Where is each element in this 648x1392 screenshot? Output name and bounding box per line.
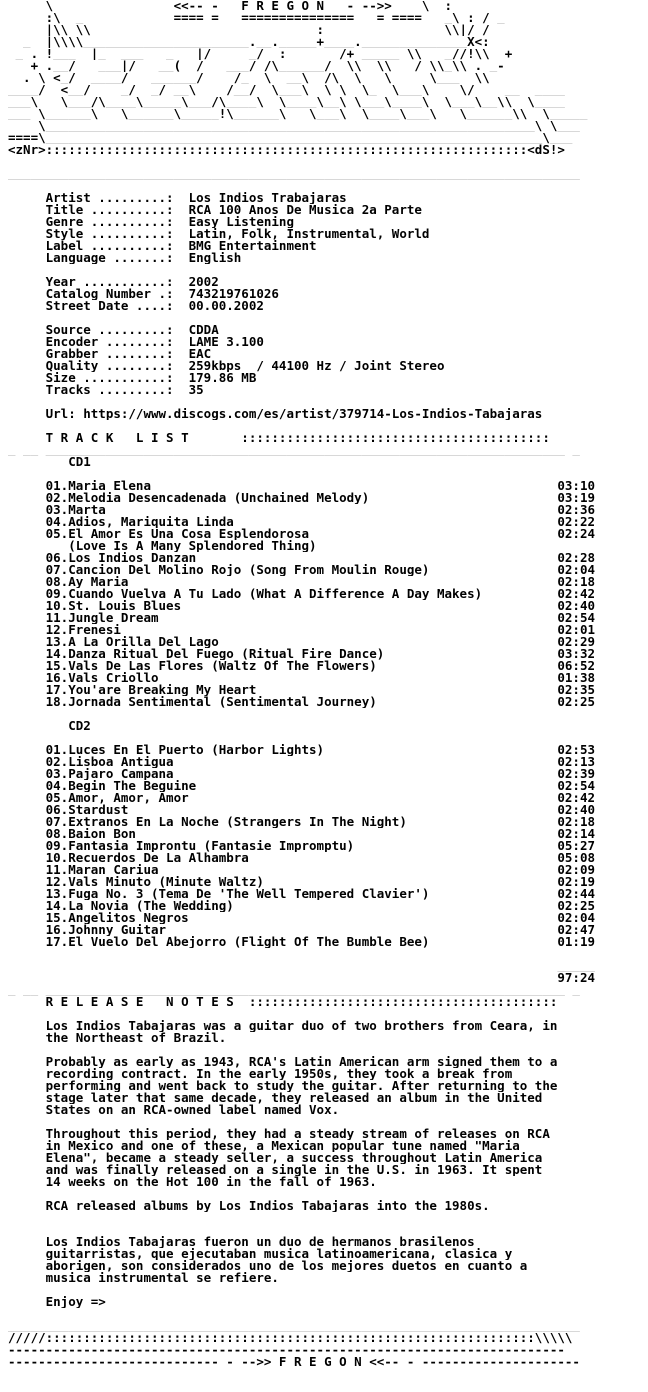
nfo-line: 15.Angelitos Negros 02:04 [8, 912, 595, 924]
nfo-line: _ __ _____________________________________________________________________ _ [8, 444, 580, 456]
nfo-line: Style ..........: Latin, Folk, Instrumental, World [8, 228, 430, 240]
nfo-line: and was finally released on a single in the U.S. in 1963. It spent [8, 1164, 543, 1176]
nfo-line: 13.A La Orilla Del Lago 02:29 [8, 636, 595, 648]
nfo-line: States on an RCA-owned label named Vox. [8, 1104, 340, 1116]
nfo-line: 18.Jornada Sentimental (Sentimental Journey) 02:25 [8, 696, 595, 708]
nfo-line: Street Date ....: 00.00.2002 [8, 300, 264, 312]
nfo-line: \ <<-- - F R E G O N - -->> \ : [8, 0, 453, 12]
nfo-line: 03.Pajaro Campana 02:39 [8, 768, 595, 780]
nfo-line: <zNr>::::::::::::::::::::::::::::::::::::::::::::::::::::::::::::::::<dS!> [8, 144, 565, 156]
nfo-line: _ . !___ |_ ___ _ |/ _/ : /+ _____ \\ _//!\\ + [8, 48, 513, 60]
nfo-line: Url: https://www.discogs.com/es/artist/379714-Los-Indios-Tabajaras [8, 408, 543, 420]
nfo-line: Elena", became a steady seller, a success throughout Latin America [8, 1152, 543, 1164]
nfo-line: 02.Lisboa Antigua 02:13 [8, 756, 595, 768]
nfo-line: ___\ \___/\____\_____\___/\____\ \____\__\ \___\____\ \___\__\\ \____ [8, 96, 565, 108]
nfo-line: recording contract. In the early 1950s, they took a break from [8, 1068, 513, 1080]
nfo-line: 14.Danza Ritual Del Fuego (Ritual Fire Dance) 03:32 [8, 648, 595, 660]
nfo-line [8, 1008, 648, 1020]
nfo-line [8, 732, 648, 744]
nfo-line: Quality ........: 259kbps / 44100 Hz / Joint Stereo [8, 360, 445, 372]
nfo-line: \_________________________________________________________________\ \___ [8, 120, 580, 132]
nfo-line: 06.Stardust 02:40 [8, 804, 595, 816]
nfo-line: . \ <_/ ____/ ______/ /_ \ __\ /\ \ \ \___ \\ [8, 72, 490, 84]
nfo-line: aborigen, son considerados uno de los mejores duetos en cuanto a [8, 1260, 528, 1272]
nfo-line: ====\__________________________________________________________________\___ [8, 132, 573, 144]
nfo-line: 07.Extranos En La Noche (Strangers In The Night) 02:18 [8, 816, 595, 828]
nfo-line: 02.Melodia Desencadenada (Unchained Melody) 03:19 [8, 492, 595, 504]
nfo-line [8, 180, 648, 192]
nfo-line: guitarristas, que ejecutaban musica latinoamericana, clasica y [8, 1248, 513, 1260]
nfo-line [8, 396, 648, 408]
nfo-line: in Mexico and one of these, a Mexican popular tune named "Maria [8, 1140, 520, 1152]
nfo-line: the Northeast of Brazil. [8, 1032, 227, 1044]
nfo-line [8, 468, 648, 480]
nfo-line: 11.Jungle Dream 02:54 [8, 612, 595, 624]
nfo-line: Enjoy => [8, 1296, 106, 1308]
nfo-line [8, 1188, 648, 1200]
nfo-line: 14.La Novia (The Wedding) 02:25 [8, 900, 595, 912]
nfo-line: 01.Luces En El Puerto (Harbor Lights) 02:53 [8, 744, 595, 756]
nfo-line: 14 weeks on the Hot 100 in the fall of 1963. [8, 1176, 377, 1188]
nfo-line [8, 1116, 648, 1128]
nfo-line [8, 1224, 648, 1236]
nfo-line: 12.Frenesi 02:01 [8, 624, 595, 636]
nfo-line: 16.Vals Criollo 01:38 [8, 672, 595, 684]
nfo-line: -------------------------------------------------------------------------- [8, 1344, 565, 1356]
nfo-line: ---------------------------- - -->> F R E G O N <<-- - --------------------- [8, 1356, 580, 1368]
nfo-line: Probably as early as 1943, RCA's Latin American arm signed them to a [8, 1056, 558, 1068]
nfo-line: _ __ _____________________________________________________________________ _ [8, 984, 580, 996]
nfo-line: 10.St. Louis Blues 02:40 [8, 600, 595, 612]
nfo-line: Catalog Number .: 743219761026 [8, 288, 279, 300]
nfo-line: /////:::::::::::::::::::::::::::::::::::::::::::::::::::::::::::::::::\\\\\ [8, 1332, 573, 1344]
nfo-line: :\ _ ==== = =============== = ==== _\ : / _ [8, 12, 505, 24]
nfo-line: R E L E A S E N O T E S ::::::::::::::::::::::::::::::::::::::::: [8, 996, 558, 1008]
nfo-line: Los Indios Tabajaras fueron un duo de hermanos brasilenos [8, 1236, 475, 1248]
nfo-line: 13.Fuga No. 3 (Tema De 'The Well Tempered Clavier') 02:44 [8, 888, 595, 900]
nfo-line: RCA released albums by Los Indios Tabajaras into the 1980s. [8, 1200, 490, 1212]
nfo-line: 15.Vals De Las Flores (Waltz Of The Flowers) 06:52 [8, 660, 595, 672]
nfo-line: Size ...........: 179.86 MB [8, 372, 257, 384]
nfo-line: |\\ \\ : \\|/ / [8, 24, 490, 36]
nfo-line: Los Indios Tabajaras was a guitar duo of two brothers from Ceara, in [8, 1020, 558, 1032]
nfo-line: stage later that same decade, they released an album in the United [8, 1092, 543, 1104]
nfo-line: 16.Johnny Guitar 02:47 [8, 924, 595, 936]
nfo-line: Source .........: CDDA [8, 324, 219, 336]
nfo-line: 10.Recuerdos De La Alhambra 05:08 [8, 852, 595, 864]
nfo-line: CD2 [8, 720, 91, 732]
nfo-line [8, 1044, 648, 1056]
nfo-line: 08.Baion Bon 02:14 [8, 828, 595, 840]
nfo-line: 11.Maran Cariua 02:09 [8, 864, 595, 876]
nfo-line [8, 1284, 648, 1296]
nfo-line [8, 1308, 648, 1320]
nfo-line: ____________________________________________________________________________ [8, 1320, 580, 1332]
nfo-line: performing and went back to study the guitar. After returning to the [8, 1080, 558, 1092]
nfo-line: (Love Is A Many Splendored Thing) [8, 540, 317, 552]
nfo-line [8, 420, 648, 432]
nfo-line [8, 264, 648, 276]
nfo-line: + .__/ ___|/ __( / ___/ /\______/ \\ \\ / \\_\\ . _- [8, 60, 505, 72]
nfo-line: 17.El Vuelo Del Abejorro (Flight Of The Bumble Bee) 01:19 [8, 936, 595, 948]
nfo-line [8, 312, 648, 324]
nfo-line: 04.Adios, Mariquita Linda 02:22 [8, 516, 595, 528]
nfo-line: Artist .........: Los Indios Trabajaras [8, 192, 347, 204]
nfo-line: Encoder ........: LAME 3.100 [8, 336, 264, 348]
nfo-line: 08.Ay Maria 02:18 [8, 576, 595, 588]
nfo-line: 09.Fantasia Improntu (Fantasie Impromptu) 05:27 [8, 840, 595, 852]
nfo-line: 17.You'are Breaking My Heart 02:35 [8, 684, 595, 696]
nfo-line: 01.Maria Elena 03:10 [8, 480, 595, 492]
nfo-line: CD1 [8, 456, 91, 468]
nfo-line: 06.Los Indios Danzan 02:28 [8, 552, 595, 564]
nfo-line: 97:24 [8, 972, 595, 984]
nfo-line [8, 1212, 648, 1224]
nfo-line: 04.Begin The Beguine 02:54 [8, 780, 595, 792]
nfo-line: Grabber ........: EAC [8, 348, 212, 360]
nfo-line: musica instrumental se refiere. [8, 1272, 279, 1284]
nfo-line: Title ..........: RCA 100 Anos De Musica 2a Parte [8, 204, 422, 216]
nfo-line: 09.Cuando Vuelva A Tu Lado (What A Difference A Day Makes) 02:42 [8, 588, 595, 600]
nfo-line [8, 708, 648, 720]
nfo-line: Year ...........: 2002 [8, 276, 219, 288]
nfo-line: 03.Marta 02:36 [8, 504, 595, 516]
nfo-line: Throughout this period, they had a steady stream of releases on RCA [8, 1128, 550, 1140]
nfo-line: ____/ <__/ _/ _/ __\ /__/ \___\ \ \ \_ \___\ \/ __ ____ [8, 84, 565, 96]
nfo-line [8, 156, 648, 168]
nfo-line: Language .......: English [8, 252, 242, 264]
nfo-line: 12.Vals Minuto (Minute Waltz) 02:19 [8, 876, 595, 888]
nfo-line: T R A C K L I S T ::::::::::::::::::::::::::::::::::::::::: [8, 432, 550, 444]
nfo-line: Label ..........: BMG Entertainment [8, 240, 317, 252]
nfo-line: _____ [8, 960, 595, 972]
nfo-line: Genre ..........: Easy Listening [8, 216, 294, 228]
nfo-line: _ |\\\\______________________.__._____+____.______________X<: [8, 36, 490, 48]
nfo-line: ____________________________________________________________________________ [8, 168, 580, 180]
nfo-line: Tracks .........: 35 [8, 384, 204, 396]
nfo-line: 07.Cancion Del Molino Rojo (Song From Moulin Rouge) 02:04 [8, 564, 595, 576]
nfo-line: ___ \______\ \______\_____!\______\ \___\ \____\___\ \______\\ \_____ [8, 108, 588, 120]
nfo-line: 05.El Amor Es Una Cosa Esplendorosa 02:24 [8, 528, 595, 540]
nfo-line: 05.Amor, Amor, Amor 02:42 [8, 792, 595, 804]
nfo-line [8, 948, 648, 960]
